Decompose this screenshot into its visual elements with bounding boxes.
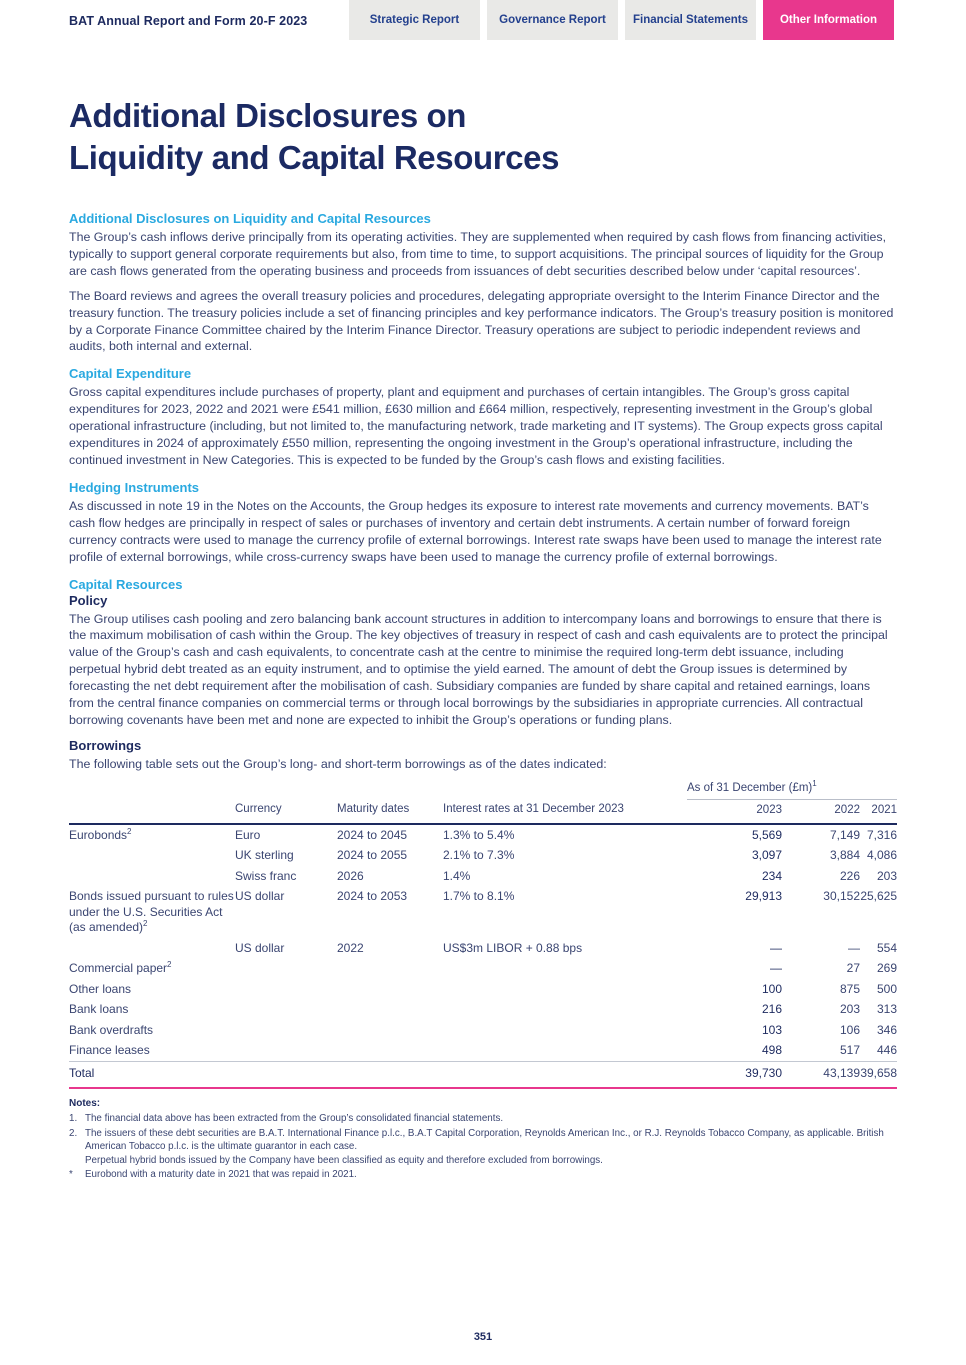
tab-financial-statements[interactable]: Financial Statements — [625, 0, 756, 40]
row-maturity: 2024 to 2045 — [337, 827, 408, 842]
total-2023: 39,730 — [745, 1066, 782, 1081]
table-column-header-row — [69, 800, 897, 825]
row-maturity: 2024 to 2053 — [337, 889, 408, 904]
row-value-2022: 875 — [839, 981, 860, 996]
row-rates — [443, 1020, 687, 1041]
row-label: Other loans — [69, 981, 132, 996]
row-value-2023: 5,569 — [751, 827, 782, 842]
table-row — [69, 959, 897, 980]
table-row — [69, 1000, 897, 1021]
row-value-2022: 226 — [839, 868, 860, 883]
row-maturity: 2024 to 2055 — [337, 848, 408, 863]
row-rates: 2.1% to 7.3% — [443, 848, 515, 863]
table-total-row — [69, 1062, 897, 1088]
note-marker: 2. — [69, 1127, 78, 1139]
row-value-2022: 203 — [839, 1002, 860, 1017]
tab-strategic-report[interactable]: Strategic Report — [349, 0, 480, 40]
borrowings-table-body — [69, 824, 897, 1062]
table-group-header-row — [69, 779, 897, 800]
row-value-2021: 269 — [876, 961, 898, 976]
row-label — [69, 866, 235, 887]
tab-other-information[interactable]: Other Information — [763, 0, 894, 40]
header-tabs — [349, 0, 894, 40]
row-rates — [443, 1041, 687, 1062]
row-rates: 1.4% — [443, 868, 471, 883]
row-rates — [443, 959, 687, 980]
row-rates: US$3m LIBOR + 0.88 bps — [443, 940, 583, 955]
page-title-line1: Additional Disclosures on — [69, 97, 467, 134]
row-maturity — [337, 1041, 443, 1062]
row-value-2022: 27 — [846, 961, 860, 976]
row-value-2022: 3,884 — [829, 848, 860, 863]
table-row — [69, 846, 897, 867]
row-value-2023: 234 — [761, 868, 782, 883]
row-value-2023: 103 — [761, 1022, 782, 1037]
col-header-2022: 2022 — [834, 803, 860, 816]
note-marker: 1. — [69, 1113, 78, 1125]
row-value-2021: 500 — [876, 981, 898, 996]
note-marker: * — [69, 1169, 73, 1181]
row-value-2022: 7,149 — [829, 827, 860, 842]
row-label: Finance leases — [69, 1043, 150, 1058]
row-rates: 1.3% to 5.4% — [443, 827, 515, 842]
row-value-2021: 203 — [876, 868, 898, 883]
row-value-2022: — — [848, 940, 860, 955]
row-value-2023: — — [770, 961, 782, 976]
page-title — [69, 95, 897, 179]
row-value-2022: 30,152 — [823, 889, 860, 904]
col-header-interest-rates: Interest rates at 31 December 2023 — [443, 803, 624, 816]
row-label: Eurobonds$^2$ — [69, 826, 132, 842]
total-2022: 43,139 — [823, 1066, 860, 1081]
row-currency — [235, 959, 337, 980]
row-value-2021: 313 — [876, 1002, 898, 1017]
row-currency — [235, 1041, 337, 1062]
page-number: 351 — [473, 1331, 493, 1343]
row-value-2021: 25,625 — [860, 889, 898, 904]
col-header-2023: 2023 — [756, 803, 782, 816]
row-label — [69, 938, 235, 959]
borrowings-intro: The following table sets out the Group’s long- and short-term borrowings as of the dates indicated: — [69, 756, 607, 771]
row-label: Commercial paper$^2$ — [69, 960, 172, 976]
col-header-empty — [69, 800, 235, 825]
row-value-2022: 106 — [839, 1022, 860, 1037]
note-item — [69, 1112, 897, 1126]
table-row — [69, 979, 897, 1000]
page-header — [0, 0, 966, 40]
row-label: Bank overdrafts — [69, 1022, 154, 1037]
tab-governance-report[interactable]: Governance Report — [487, 0, 618, 40]
row-value-2023: 29,913 — [745, 889, 782, 904]
section-heading-capital-expenditure: Capital Expenditure — [69, 366, 192, 382]
row-value-2023: 216 — [761, 1002, 782, 1017]
row-rates — [443, 979, 687, 1000]
section-heading-additional-disclosures: Additional Disclosures on Liquidity and Capital Resources — [69, 211, 431, 226]
row-value-2021: 4,086 — [866, 848, 898, 863]
row-label: Bank loans — [69, 1002, 129, 1017]
page-content — [69, 95, 897, 1183]
row-value-2022: 517 — [839, 1043, 860, 1058]
row-rates — [443, 1000, 687, 1021]
row-value-2021: 554 — [876, 940, 898, 955]
row-value-2021: 346 — [876, 1022, 898, 1037]
total-2021: 39,658 — [860, 1066, 898, 1081]
row-maturity: 2022 — [337, 940, 364, 955]
row-value-2021: 7,316 — [866, 827, 898, 842]
total-label: Total — [69, 1066, 95, 1081]
table-row — [69, 866, 897, 887]
row-currency: Swiss franc — [235, 868, 297, 883]
policy-paragraph: The Group utilises cash pooling and zero balancing bank account structures in addition to intercompany loans and borrowings to ensure that there is the maximum mobilisation of cash within the Group. The key objectives of treasury in respect of cash and cash equivalents are to protect the principal value of the Group’s cash and cash equivalents, to concentrate cash at the centre to minimise the required long-term debt issuance, including perpetual hybrid debt treated as an equity instrument, and to optimise the yield earned. The amount of debt the Group issues is determined by forecasting the net debt requirement after the mobilisation of cash. Subsidiary companies are funded by share capital and retained earnings, loans from the central finance companies on commercial terms or through local borrowings by the subsidiaries in appropriate currencies. All contractual borrowing covenants have been met and none are expected to inhibit the Group’s operations or funding plans. — [69, 611, 888, 727]
col-header-maturity-dates: Maturity dates — [337, 803, 410, 816]
row-currency: UK sterling — [235, 848, 294, 863]
note-text: The issuers of these debt securities are B.A.T. International Finance p.l.c., B.A.T Capital Corporation, Reynolds American Inc., or R.J. Reynolds Tobacco Company, as applicable. British American Tobacco p.l.c. is the ultimate guarantor in each case. Perpetual hybrid bonds issued by the Company have been classified as equity and therefore excluded from borrowings. — [85, 1127, 884, 1166]
row-maturity: 2026 — [337, 868, 364, 883]
row-value-2023: 100 — [761, 981, 782, 996]
note-text: The financial data above has been extracted from the Group’s consolidated financial statements. — [85, 1113, 504, 1125]
report-title: BAT Annual Report and Form 20-F 2023 — [69, 14, 308, 28]
page-title-line2: Liquidity and Capital Resources — [69, 139, 560, 176]
note-text: Eurobond with a maturity date in 2021 that was repaid in 2021. — [85, 1169, 357, 1181]
row-maturity — [337, 979, 443, 1000]
table-row — [69, 1020, 897, 1041]
row-value-2023: — — [770, 940, 782, 955]
row-value-2021: 446 — [876, 1043, 898, 1058]
borrowings-table — [69, 779, 897, 1089]
notes-list — [69, 1112, 897, 1182]
row-maturity — [337, 1000, 443, 1021]
notes-heading: Notes: — [69, 1097, 101, 1109]
note-item — [69, 1168, 897, 1182]
row-rates: 1.7% to 8.1% — [443, 889, 515, 904]
row-currency: US dollar — [235, 889, 285, 904]
section-heading-hedging-instruments: Hedging Instruments — [69, 479, 200, 495]
table-row — [69, 887, 897, 939]
row-maturity — [337, 1020, 443, 1041]
subheading-policy: Policy — [69, 592, 108, 608]
row-currency: US dollar — [235, 940, 285, 955]
table-row — [69, 1041, 897, 1062]
row-value-2023: 498 — [761, 1043, 782, 1058]
intro-paragraph-1: The Group’s cash inflows derive principally from its operating activities. They are supplemented when required by cash flows from financing activities, typically to support general corporate requirements but also, from time to time, to support acquisitions. The principal sources of liquidity for the Group are cash flows generated from the operating business and proceeds from issuances of debt securities described below under ‘capital resources’. — [69, 230, 887, 278]
row-label: Bonds issued pursuant to rules under the U.S. Securities Act (as amended)$^2$ — [69, 889, 234, 935]
table-row — [69, 938, 897, 959]
row-currency: Euro — [235, 827, 261, 842]
section-heading-capital-resources: Capital Resources — [69, 576, 183, 592]
intro-paragraph-2: The Board reviews and agrees the overall treasury policies and procedures, delegating appropriate oversight to the Interim Finance Director and the treasury function. The treasury policies include a set of financing principles and key performance indicators. The Group’s treasury position is monitored by a Corporate Finance Committee chaired by the Interim Finance Director. Treasury operations are subject to periodic independent reviews and audits, both internal and external. — [69, 288, 894, 354]
row-maturity — [337, 959, 443, 980]
table-row — [69, 824, 897, 846]
row-currency — [235, 1020, 337, 1041]
col-header-2021: 2021 — [871, 803, 898, 816]
row-value-2023: 3,097 — [751, 848, 782, 863]
subheading-borrowings: Borrowings — [69, 737, 142, 753]
notes-section — [69, 1097, 897, 1182]
row-currency — [235, 1000, 337, 1021]
col-header-currency: Currency — [235, 803, 282, 816]
hedging-paragraph: As discussed in note 19 in the Notes on the Accounts, the Group hedges its exposure to interest rate movements and currency movements. BAT’s cash flow hedges are principally in respect of sales or purchases of inventory and certain debt instruments. A certain number of forward foreign currency contracts were used to manage the currency profile of external borrowings. Interest rate swaps have been used to manage the interest rate profile of external borrowings, while cross-currency swaps have been used to manage the currency profile of external borrowings. — [69, 498, 882, 564]
row-currency — [235, 979, 337, 1000]
row-label — [69, 846, 235, 867]
group-header-as-of-31-december: As of 31 December (£m)$^1$ — [687, 779, 897, 800]
capex-paragraph: Gross capital expenditures include purchases of property, plant and equipment and purchases of certain intangibles. The Group’s gross capital expenditures for 2023, 2022 and 2021 were £541 million, £630 million and £664 million, respectively, representing investment in the Group’s global operational infrastructure (including, but not limited to, the manufacturing network, trade marketing and IT systems). The Group expects gross capital expenditures in 2024 of approximately £550 million, representing the ongoing investment in the Group’s operational infrastructure, including the continued investment in New Categories. This is expected to be funded by the Group’s cash flows and existing facilities. — [69, 385, 883, 467]
note-item — [69, 1127, 897, 1168]
